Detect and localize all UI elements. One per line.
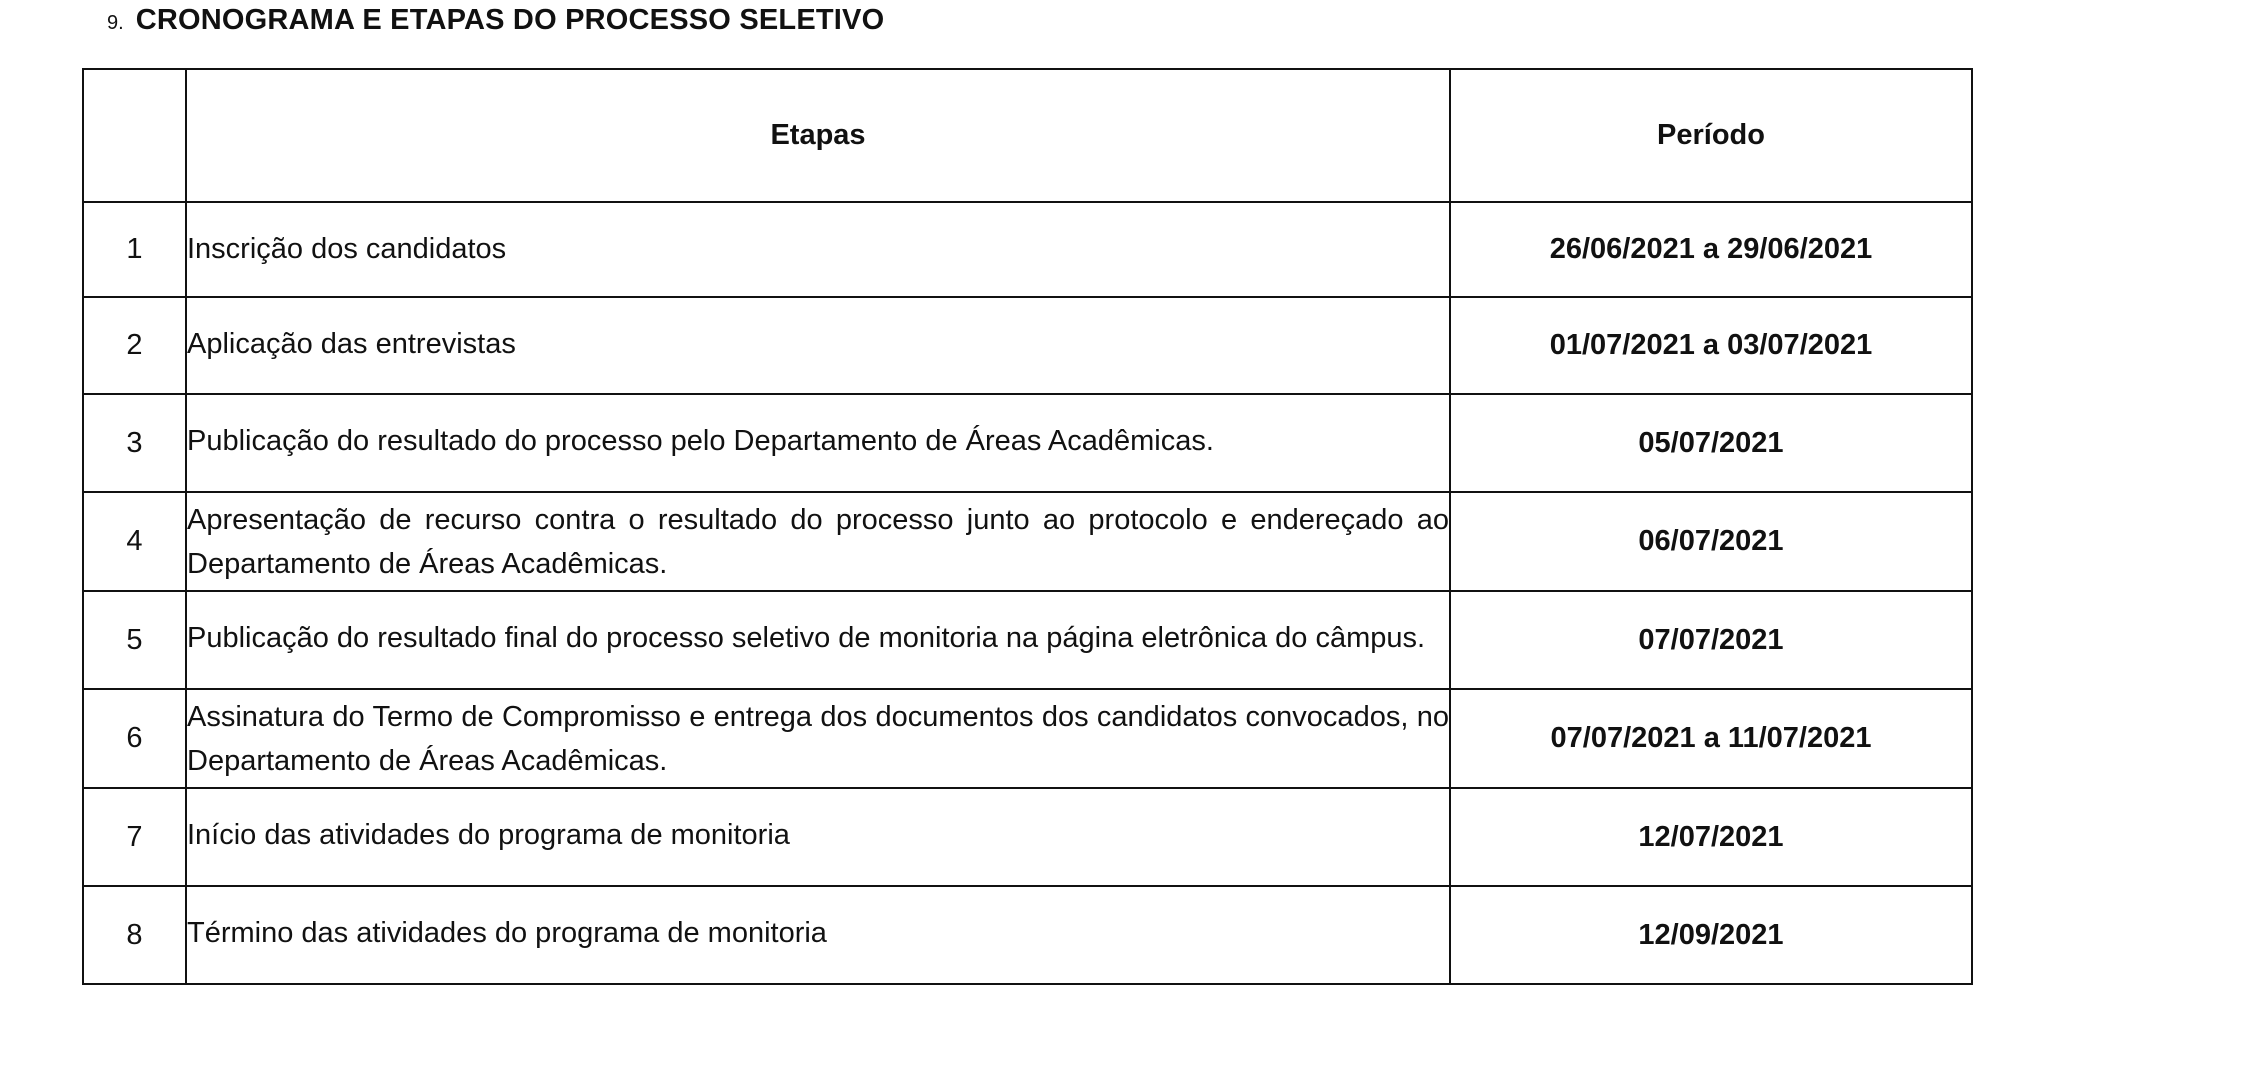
table-row xyxy=(83,689,1972,788)
row-period: 05/07/2021 xyxy=(1450,394,1972,492)
row-stage: Inscrição dos candidatos xyxy=(186,202,1450,297)
section-number: 9. xyxy=(107,12,124,34)
row-period: 07/07/2021 xyxy=(1450,591,1972,689)
row-number: 3 xyxy=(83,394,186,492)
row-period: 07/07/2021 a 11/07/2021 xyxy=(1450,689,1972,788)
table-row xyxy=(83,202,1972,297)
row-period: 12/09/2021 xyxy=(1450,886,1972,984)
header-period: Período xyxy=(1450,69,1972,202)
row-stage: Publicação do resultado final do processo seletivo de monitoria na página eletrônica do câmpus. xyxy=(186,591,1450,689)
table-row xyxy=(83,394,1972,492)
row-stage: Assinatura do Termo de Compromisso e entrega dos documentos dos candidatos convocados, no Departamento de Áreas Acadêmicas. xyxy=(186,689,1450,788)
row-number: 4 xyxy=(83,492,186,591)
row-number: 2 xyxy=(83,297,186,394)
row-stage: Término das atividades do programa de monitoria xyxy=(186,886,1450,984)
row-number: 8 xyxy=(83,886,186,984)
header-number xyxy=(83,69,186,202)
row-period: 06/07/2021 xyxy=(1450,492,1972,591)
row-period: 26/06/2021 a 29/06/2021 xyxy=(1450,202,1972,297)
row-number: 6 xyxy=(83,689,186,788)
row-stage: Apresentação de recurso contra o resultado do processo junto ao protocolo e endereçado ao Departamento de Áreas Acadêmicas. xyxy=(186,492,1450,591)
table-row xyxy=(83,591,1972,689)
row-period: 01/07/2021 a 03/07/2021 xyxy=(1450,297,1972,394)
row-stage: Início das atividades do programa de monitoria xyxy=(186,788,1450,886)
row-stage: Aplicação das entrevistas xyxy=(186,297,1450,394)
table-row xyxy=(83,886,1972,984)
row-stage: Publicação do resultado do processo pelo Departamento de Áreas Acadêmicas. xyxy=(186,394,1450,492)
row-number: 1 xyxy=(83,202,186,297)
row-number: 5 xyxy=(83,591,186,689)
table-row xyxy=(83,788,1972,886)
table-row xyxy=(83,297,1972,394)
section-title: CRONOGRAMA E ETAPAS DO PROCESSO SELETIVO xyxy=(135,4,885,36)
table-header-row xyxy=(83,69,1972,202)
header-stages: Etapas xyxy=(186,69,1450,202)
schedule-table xyxy=(82,68,1973,985)
row-number: 7 xyxy=(83,788,186,886)
table-row xyxy=(83,492,1972,591)
section-heading xyxy=(107,4,884,44)
row-period: 12/07/2021 xyxy=(1450,788,1972,886)
